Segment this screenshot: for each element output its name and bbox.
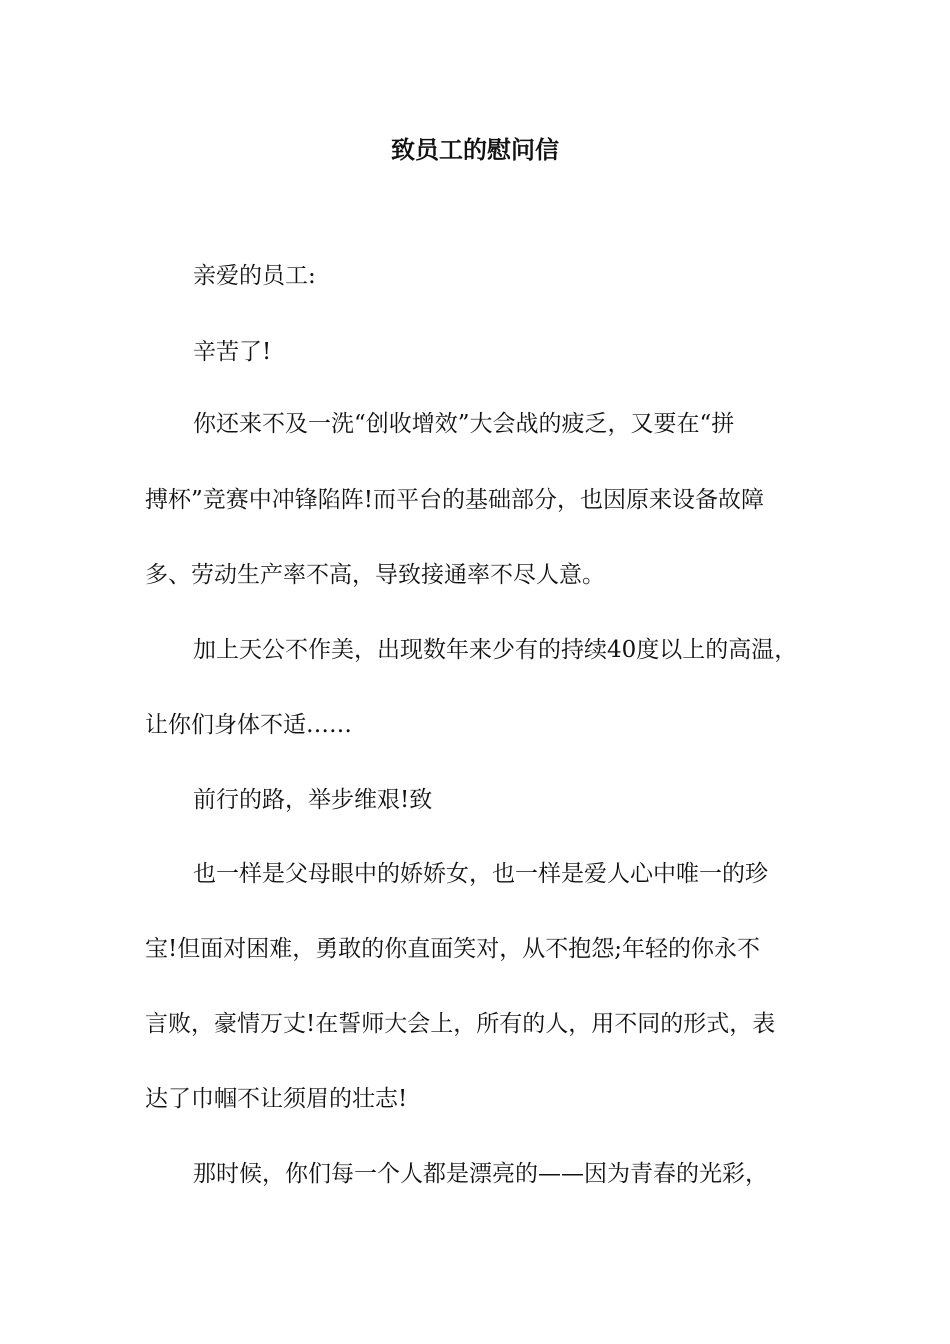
salutation-line: 亲爱的员工: [193, 263, 316, 289]
document-title: 致员工的慰问信 [391, 136, 559, 164]
body-line: 宝!但面对困难，勇敢的你直面笑对，从不抱怨;年轻的你永不 [145, 936, 760, 962]
body-line: 多、劳动生产率不高，导致接通率不尽人意。 [145, 562, 605, 588]
body-line: 你还来不及一洗“创收增效”大会战的疲乏，又要在“拼 [193, 411, 735, 437]
body-line: 言败，豪情万丈!在誓师大会上，所有的人，用不同的形式，表 [145, 1011, 776, 1037]
body-line: 搏杯”竞赛中冲锋陷阵!而平台的基础部分，也因原来设备故障 [145, 487, 765, 513]
body-line: 达了巾帼不让须眉的壮志! [145, 1086, 408, 1112]
body-line: 前行的路，举步维艰!致 [193, 787, 433, 813]
body-line: 也一样是父母眼中的娇娇女，也一样是爱人心中唯一的珍 [193, 861, 768, 887]
body-line: 加上天公不作美，出现数年来少有的持续40度以上的高温， [193, 637, 798, 663]
body-line: 那时候，你们每一个人都是漂亮的——因为青春的光彩， [193, 1161, 768, 1187]
body-line: 让你们身体不适…… [145, 712, 352, 738]
body-line: 辛苦了! [193, 339, 272, 365]
